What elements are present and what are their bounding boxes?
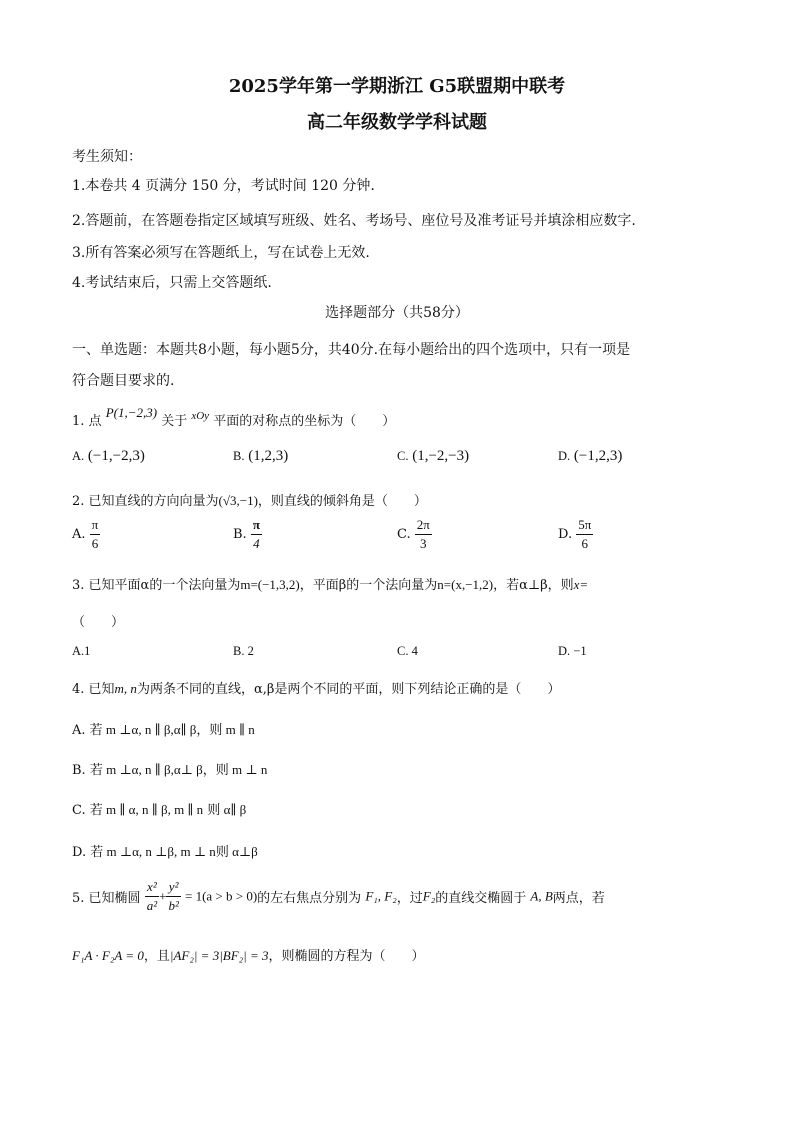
question-2-option-b: B. $\frac{\pi}{4}$: [233, 517, 260, 551]
section-heading: 选择题部分（共58分）: [325, 305, 469, 321]
question-1-option-c: C. (1,−2,−3): [397, 448, 470, 464]
notice-item-2: 2.答题前，在答题卷指定区域填写班级、姓名、考场号、座位号及准考证号并填涂相应数字.: [72, 213, 636, 229]
notice-item-3: 3.所有答案必须写在答题纸上，写在试卷上无效.: [72, 245, 370, 261]
section-instruction-2: 符合题目要求的.: [72, 373, 175, 389]
question-2-stem: 2. 已知直线的方向向量为(√3,−1)，则直线的倾斜角是（ ）: [72, 493, 427, 509]
question-2-option-a: A. $\frac{\pi}{6}$: [72, 517, 99, 551]
question-1-point: P(1,−2,3): [105, 405, 158, 420]
question-5-line2: F₁A · F₂A = 0，且|AF₂| = 3|BF₂| = 3，则椭圆的方程为（ ）: [72, 948, 425, 964]
question-1-suffix: 平面的对称点的坐标为（ ）: [213, 414, 396, 429]
question-1-plane: xOy: [191, 410, 210, 422]
question-3-stem: 3. 已知平面α的一个法向量为m=(−1,3,2)，平面β的一个法向量为n=(x,−1,2)，若α⊥β，则x=: [72, 577, 589, 593]
question-1-option-a: A. (−1,−2,3): [72, 448, 145, 464]
question-3-option-c: C. 4: [397, 644, 418, 658]
question-1-mid: 关于: [161, 414, 188, 429]
question-1-option-b: B. (1,2,3): [233, 448, 289, 464]
question-3-vector-n: n=(x,−1,2): [437, 577, 494, 592]
question-3-option-b: B. 2: [233, 644, 254, 658]
exam-title: 2025学年第一学期浙江 G5联盟期中联考: [228, 76, 566, 97]
question-4-option-a: A. 若 m ⊥α, n ∥ β,α∥ β，则 m ∥ n: [72, 722, 255, 738]
question-1-stem: [72, 405, 396, 429]
exam-subtitle: 高二年级数学学科试题: [307, 112, 487, 133]
question-5-stem: 5. 已知椭圆 $\frac{\text{x²}}{\text{a²}}$ + $\frac{\text{y²}}{\text{b²}}$ = 1(a > b > 0)的左右焦点分别为 F₁, F₂，过F₂的直线交椭圆于 A, B两点，若: [72, 879, 605, 913]
question-3-option-d: D. −1: [558, 644, 587, 658]
question-2-option-d: D. $\frac{5\pi}{6}$: [558, 517, 592, 551]
notice-heading: 考生须知：: [72, 149, 142, 165]
question-4-option-c: C. 若 m ∥ α, n ∥ β, m ∥ n 则 α∥ β: [72, 802, 247, 818]
notice-item-1: 1.本卷共 4 页满分 150 分，考试时间 120 分钟.: [72, 178, 375, 194]
question-2-option-c: C. $\frac{2\pi}{3}$: [397, 517, 430, 551]
question-1-prefix: 1. 点: [72, 414, 102, 429]
question-4-stem: 4. 已知m, n为两条不同的直线，α,β是两个不同的平面，则下列结论正确的是（ ）: [72, 681, 561, 697]
question-3-paren: （ ）: [72, 615, 125, 630]
question-1-option-d: D. (−1,2,3): [558, 448, 623, 464]
question-3-option-a: A.1: [72, 644, 91, 658]
question-3-vector-m: m=(−1,3,2): [240, 577, 300, 592]
question-4-option-d: D. 若 m ⊥α, n ⊥β, m ⊥ n则 α⊥β: [72, 844, 258, 860]
question-2-vector: (√3,−1): [218, 493, 258, 508]
section-instruction-1: 一、单选题：本题共8小题，每小题5分，共40分.在每小题给出的四个选项中，只有一项是: [72, 342, 631, 358]
question-4-option-b: B. 若 m ⊥α, n ∥ β,α⊥ β，则 m ⊥ n: [72, 762, 268, 778]
notice-item-4: 4.考试结束后，只需上交答题纸.: [72, 275, 272, 291]
